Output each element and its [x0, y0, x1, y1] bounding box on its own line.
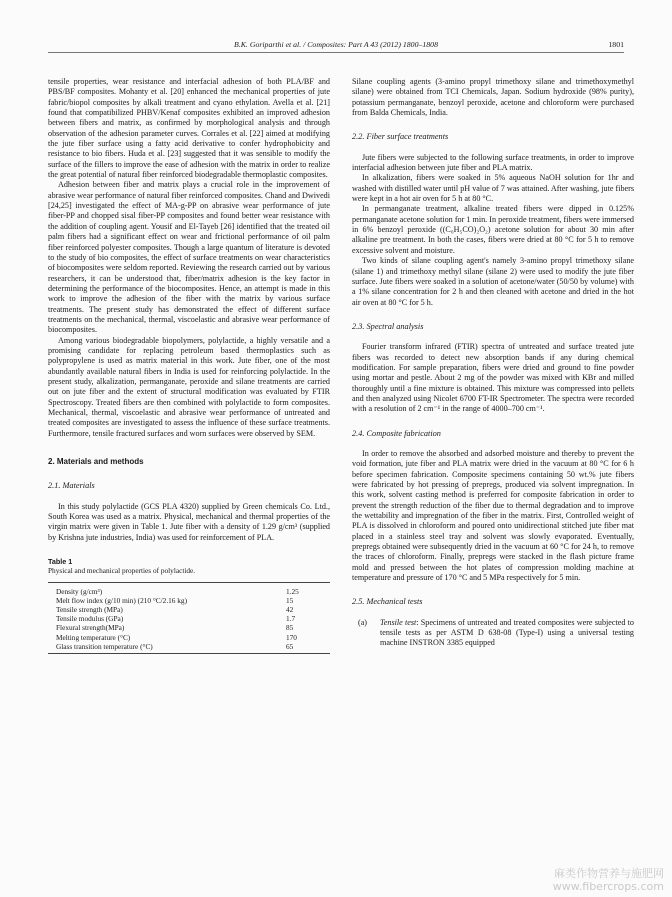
paragraph: In alkalization, fibers were soaked in 5% aqueous NaOH solution for 1hr and washed with distilled water until pH value of 7 was attained. After washing, jute fibers were kept in a hot air oven for 5 h at 80 °C.	[352, 173, 634, 204]
header-rule	[48, 52, 624, 53]
table-cell-label: Density (g/cm³)	[56, 586, 103, 596]
paragraph: Among various biodegradable biopolymers, polylactide, a highly versatile and a promising candidate for replacing petroleum based thermoplastics such as polypropylene is used as matrix material in this work. Jute fiber, one of the most abundantly available natural fibers in India is used for reinforcing polylactide. In the present study, alkalization, permanganate, peroxide and silane treatments are carried out on jute fiber and the extent of structural modification was evaluated by FTIR Spectroscopy. Treated fibers are then combined with polylactide to form composites. Mechanical, thermal, viscoelastic and abrasive wear performance of untreated and treated composites are investigated to assess the influence of these surface treatments. Furthermore, tensile fractured surfaces and worn surfaces were observed by SEM.	[48, 335, 330, 438]
table-row	[48, 623, 330, 632]
right-column	[352, 77, 634, 649]
paragraph: In permanganate treatment, alkaline treated fibers were dipped in 0.125% permanganate acetone solution for 1 min. In peroxide treatment, fibers were immersed in 6% benzoyl peroxide ((C₆H₅CO)₂O₂) acetone solution for about 30 min after alkaline pre treatment. In both the cases, fibers were dried at 80 °C for 5 h to remove excessive solvent and moisture.	[352, 204, 634, 255]
table-cell-value: 1.7	[286, 614, 296, 624]
subsection-heading: 2.2. Fiber surface treatments	[352, 132, 449, 142]
page-number: 1801	[608, 40, 624, 49]
table-cell-label: Melt flow index (g/10 min) (210 °C/2.16 kg)	[56, 595, 188, 605]
watermark-url: www.fibercrops.com	[552, 880, 664, 893]
list-item-lead: Tensile test	[380, 617, 417, 627]
table-row	[48, 587, 330, 596]
table-cell-value: 1.25	[286, 586, 299, 596]
table-cell-label: Glass transition temperature (°C)	[56, 641, 153, 651]
watermark	[553, 867, 664, 893]
list-item-text	[380, 618, 634, 649]
table-bottom-rule	[48, 653, 330, 654]
table-row	[48, 642, 330, 651]
subsection-heading: 2.5. Mechanical tests	[352, 597, 423, 607]
table-body	[48, 583, 330, 653]
table-title: Physical and mechanical properties of polylactide.	[48, 566, 196, 576]
table-cell-value: 15	[286, 595, 294, 605]
table-cell-value: 65	[286, 641, 294, 651]
table-cell-label: Tensile strength (MPa)	[56, 604, 123, 614]
table-row	[48, 633, 330, 642]
table-cell-value: 170	[286, 632, 297, 642]
table-cell-value: 42	[286, 604, 294, 614]
paragraph: Two kinds of silane coupling agent's namely 3-amino propyl trimethoxy silane (silane 1) and trimethoxy methyl silane (silane 2) were used to modify the jute fiber surface. Jute fibers were soaked in a solution of acetone/water (50/50 by volume) with a 1% silane concentration for 2 h and then cleaned with acetone and dried in the hot air oven at 80 °C for 5 h.	[352, 256, 634, 307]
table-row	[48, 605, 330, 614]
table-cell-label: Tensile modulus (GPa)	[56, 614, 124, 624]
table-row	[48, 614, 330, 623]
paragraph: Jute fibers were subjected to the following surface treatments, in order to improve interfacial adhesion between jute fiber and PLA matrix.	[352, 152, 634, 173]
paragraph: Silane coupling agents (3-amino propyl trimethoxy silane and trimethoxymethyl silane) were obtained from TCI Chemicals, Japan. Sodium hydroxide (98% purity), potassium permanganate, benzoyl peroxide, acetone and chloroform were purchased from Balda Chemicals, India.	[352, 77, 634, 118]
paragraph: In order to remove the absorbed and adsorbed moisture and thereby to prevent the void formation, jute fiber and PLA matrix were dried in the vacuum at 80 °C for 6 h before specimen fabrication. Composite specimens containing 50 wt.% jute fibers were fabricated by hot pressing of prepregs, produced via solvent impregnation. In this work, solvent casting method is preferred for composite fabrication in order to prevent the strength reduction of the fiber due to thermal degradation and to improve the wettability and impregnation of the fiber in the matrix. First, Controlled weight of PLA is dissolved in chloroform and poured onto unidirectional stitched jute fiber mat placed in a stainless steel tray and solvent was slowly evaporated. Eventually, prepregs obtained were subsequently dried in the vacuum at 60 °C for 24 h, to remove the traces of chloroform. Finally, prepregs were stacked in the flash picture frame mold and pressed between the hot plates of compression molding machine at temperature and pressure of 170 °C and 5 MPa respectively for 5 min.	[352, 448, 634, 583]
paragraph: In this study polylactide (GCS PLA 4320) supplied by Green chemicals Co. Ltd., South Korea was used as a matrix. Physical, mechanical and thermal properties of the virgin matrix were given in Table 1. Jute fiber with a density of 1.29 g/cm³ (supplied by Krishna jute industries, India) was used for reinforcement of PLA.	[48, 501, 330, 542]
left-column	[48, 77, 330, 654]
table-cell-label: Melting temperature (°C)	[56, 632, 131, 642]
list-item-body: : Specimens of untreated and treated composites were subjected to tensile tests as per ASTM D 638-08 (Type-I) using a universal testing machine INSTRON 3385 equipped	[380, 617, 634, 648]
table-caption: Table 1	[48, 557, 73, 567]
paragraph: Adhesion between fiber and matrix plays a crucial role in the improvement of abrasive wear performance of natural fiber reinforced composites. Chand and Dwivedi [24,25] investigated the effect of MA-g-PP on abrasive wear performance of jute fiber-PP and chopped sisal fiber-PP composites and found better wear resistance with the addition of coupling agent. Yousif and El-Tayeb [26] identified that the treated oil palm fibers had a significant effect on wear and frictional performance of oil palm fiber reinforced polyester composites. Though a large quantum of literature is devoted to the study of bio composites, the effect of surface treatments on wear characteristics of biocomposites were seldom reported. Reviewing the research carried out by various researchers, it can be understood that, fiber/matrix adhesion is the key factor in determining the performance of the biocomposites. Hence, an attempt is made in this work to improve the adhesion of the fiber with the matrix by various surface treatments. The present study has demonstrated the effect of different surface treatments on the mechanical, thermal, viscoelastic and abrasive wear performance of biocomposites.	[48, 180, 330, 335]
test-list	[352, 618, 634, 649]
paragraph: Fourier transform infrared (FTIR) spectra of untreated and surface treated jute fibers was recorded to detect new absorption bands if any during chemical modification. For sample preparation, fibers were dried and ground to fine powder using mortar and pestle. About 2 mg of the powder was mixed with KBr and milled thoroughly until a fine mixture is obtained. This mixture was compressed into pellets and then analyzed using Nicolet 6700 FT-IR Spectrometer. The spectra were recorded with a resolution of 2 cm⁻¹ in the range of 4000–700 cm⁻¹.	[352, 342, 634, 414]
watermark-line: 麻类作物营养与施肥网	[554, 867, 664, 880]
list-item	[352, 618, 634, 649]
properties-table	[48, 557, 330, 654]
table-cell-value: 85	[286, 623, 294, 633]
paragraph: tensile properties, wear resistance and interfacial adhesion of both PLA/BF and PBS/BF composites. Mohanty et al. [20] enhanced the mechanical properties of jute fabric/biopol composites by alkali treatment and cyano ethylation. Avella et al. [21] found that compatibilized PHBV/Kenaf composites exhibited an improved adhesion between fibers and matrix, as confirmed by morphological analysis and through observation of the adhesion parameter curves. Corrales et al. [22] aimed at modifying the jute fiber surface using a fatty acid derivative to confer hydrophobicity and resistance to bio fibers. Huda et al. [23] suggested that it was sensible to modify the surface of the fillers to improve the ease of adhesion with the matrix in order to realize the great potential of natural fiber reinforced biodegradable thermoplastic composites.	[48, 77, 330, 180]
table-row	[48, 596, 330, 605]
running-title: B.K. Goriparthi et al. / Composites: Part A 43 (2012) 1800–1808	[234, 40, 438, 49]
section-heading: 2. Materials and methods	[48, 457, 144, 467]
subsection-heading: 2.4. Composite fabrication	[352, 428, 441, 438]
subsection-heading: 2.1. Materials	[48, 481, 95, 491]
subsection-heading: 2.3. Spectral analysis	[352, 321, 424, 331]
list-marker: (a)	[358, 617, 368, 627]
table-cell-label: Flexural strength(MPa)	[56, 623, 125, 633]
